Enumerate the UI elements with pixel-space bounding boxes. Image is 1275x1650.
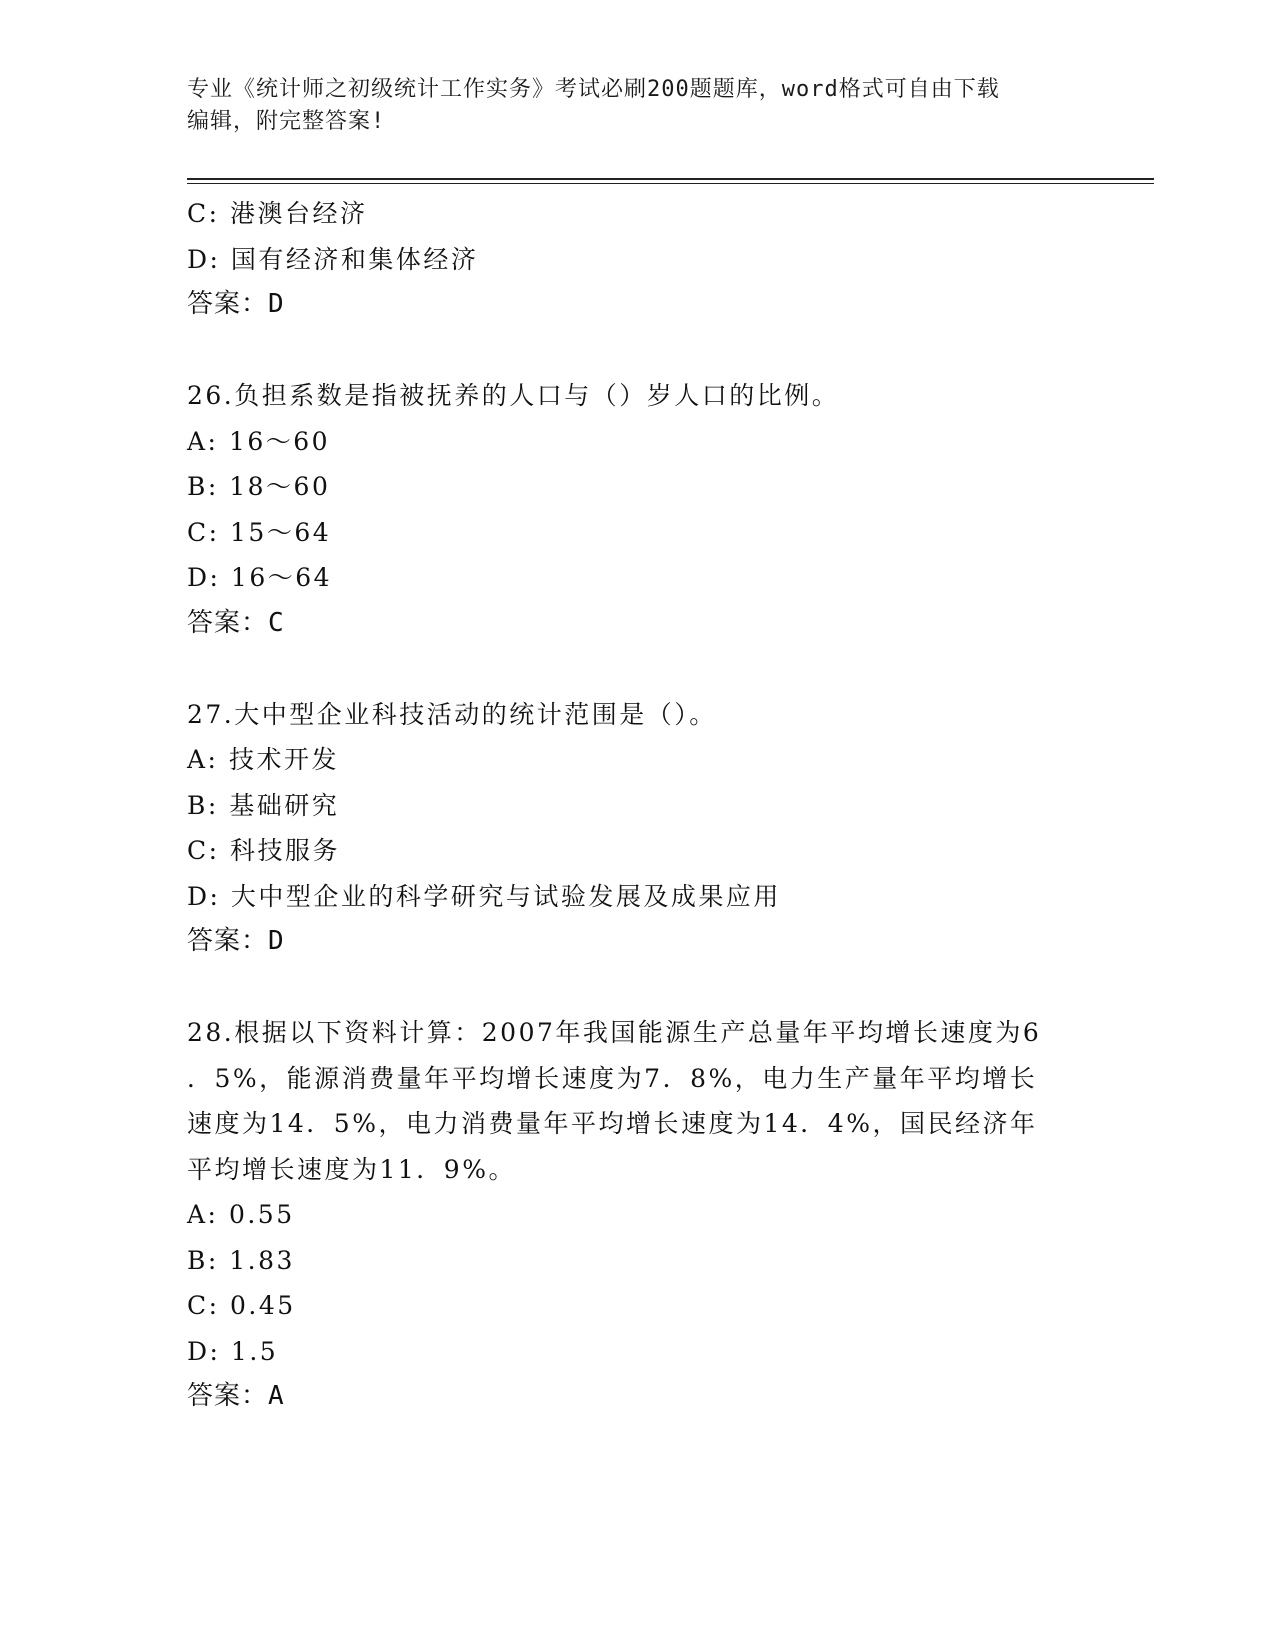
option-a [187,737,1087,783]
option-text: 15～64 [230,517,332,547]
option-d [187,1329,1087,1375]
question-26 [187,373,1087,646]
option-label: D: [187,1336,221,1366]
question-stem-line: 28.根据以下资料计算：2007年我国能源生产总量年平均增长速度为6 [187,1018,1042,1047]
option-text: 技术开发 [228,745,339,774]
option-label: A: [187,426,219,456]
spacer [187,646,1087,692]
question-25-continued [187,191,1087,328]
option-text: 16～64 [230,563,333,592]
option-text: 16～60 [228,426,331,456]
question-stem-line: ．5%，能源消费量年平均增长速度为7．8%，电力生产量年平均增长 [187,1063,1038,1093]
option-text: 0.55 [228,1200,295,1229]
option-label: B: [187,790,219,820]
option-c [187,1283,1087,1329]
question-28 [187,1010,1087,1420]
option-label: B: [187,1245,219,1275]
option-label: C: [187,199,220,228]
question-stem: 27.大中型企业科技活动的统计范围是（）。 [187,699,717,729]
option-text: 大中型企业的科学研究与试验发展及成果应用 [230,881,781,911]
question-stem: 26.负担系数是指被抚养的人口与（）岁人口的比例。 [187,381,840,410]
option-text: 18～60 [229,472,331,501]
option-label: D: [187,881,221,911]
option-text: 基础研究 [229,790,340,820]
option-label: C: [187,517,220,547]
spacer [187,965,1087,1011]
answer-line: 答案：D [187,926,285,956]
document-body [187,191,1087,1420]
question-stem-line: 速度为14．5%，电力消费量年平均增长速度为14．4%，国民经济年 [187,1109,1038,1138]
option-label: D: [187,244,221,274]
option-text: 1.5 [230,1336,279,1366]
option-text: 0.45 [230,1291,296,1320]
answer-line: 答案：C [187,607,285,638]
option-text: 国有经济和集体经济 [230,244,479,274]
option-label: B: [187,472,219,501]
option-b [187,783,1087,829]
option-label: A: [187,745,219,774]
header-line-2: 编辑，附完整答案! [187,109,386,134]
option-c [187,828,1087,874]
option-label: D: [187,563,221,592]
question-27 [187,692,1087,965]
question-stem-line: 平均增长速度为11．9%。 [187,1154,516,1184]
option-d [187,555,1087,601]
page-header [187,74,1067,138]
option-label: A: [187,1200,219,1229]
option-c [187,510,1087,556]
option-text: 1.83 [229,1245,295,1275]
option-a [187,1192,1087,1238]
option-d [187,874,1087,920]
header-divider [187,178,1154,184]
header-line-1: 专业《统计师之初级统计工作实务》考试必刷200题题库，word格式可自由下载 [187,77,1000,102]
option-label: C: [187,1291,220,1320]
option-a [187,419,1087,465]
option-b [187,464,1087,510]
option-c [187,191,1087,237]
option-d [187,237,1087,283]
option-b [187,1238,1087,1284]
option-text: 科技服务 [230,836,341,865]
answer-line: 答案：A [187,1381,285,1411]
spacer [187,328,1087,374]
option-text: 港澳台经济 [230,199,368,228]
answer-line: 答案：D [187,289,285,319]
option-label: C: [187,836,220,865]
